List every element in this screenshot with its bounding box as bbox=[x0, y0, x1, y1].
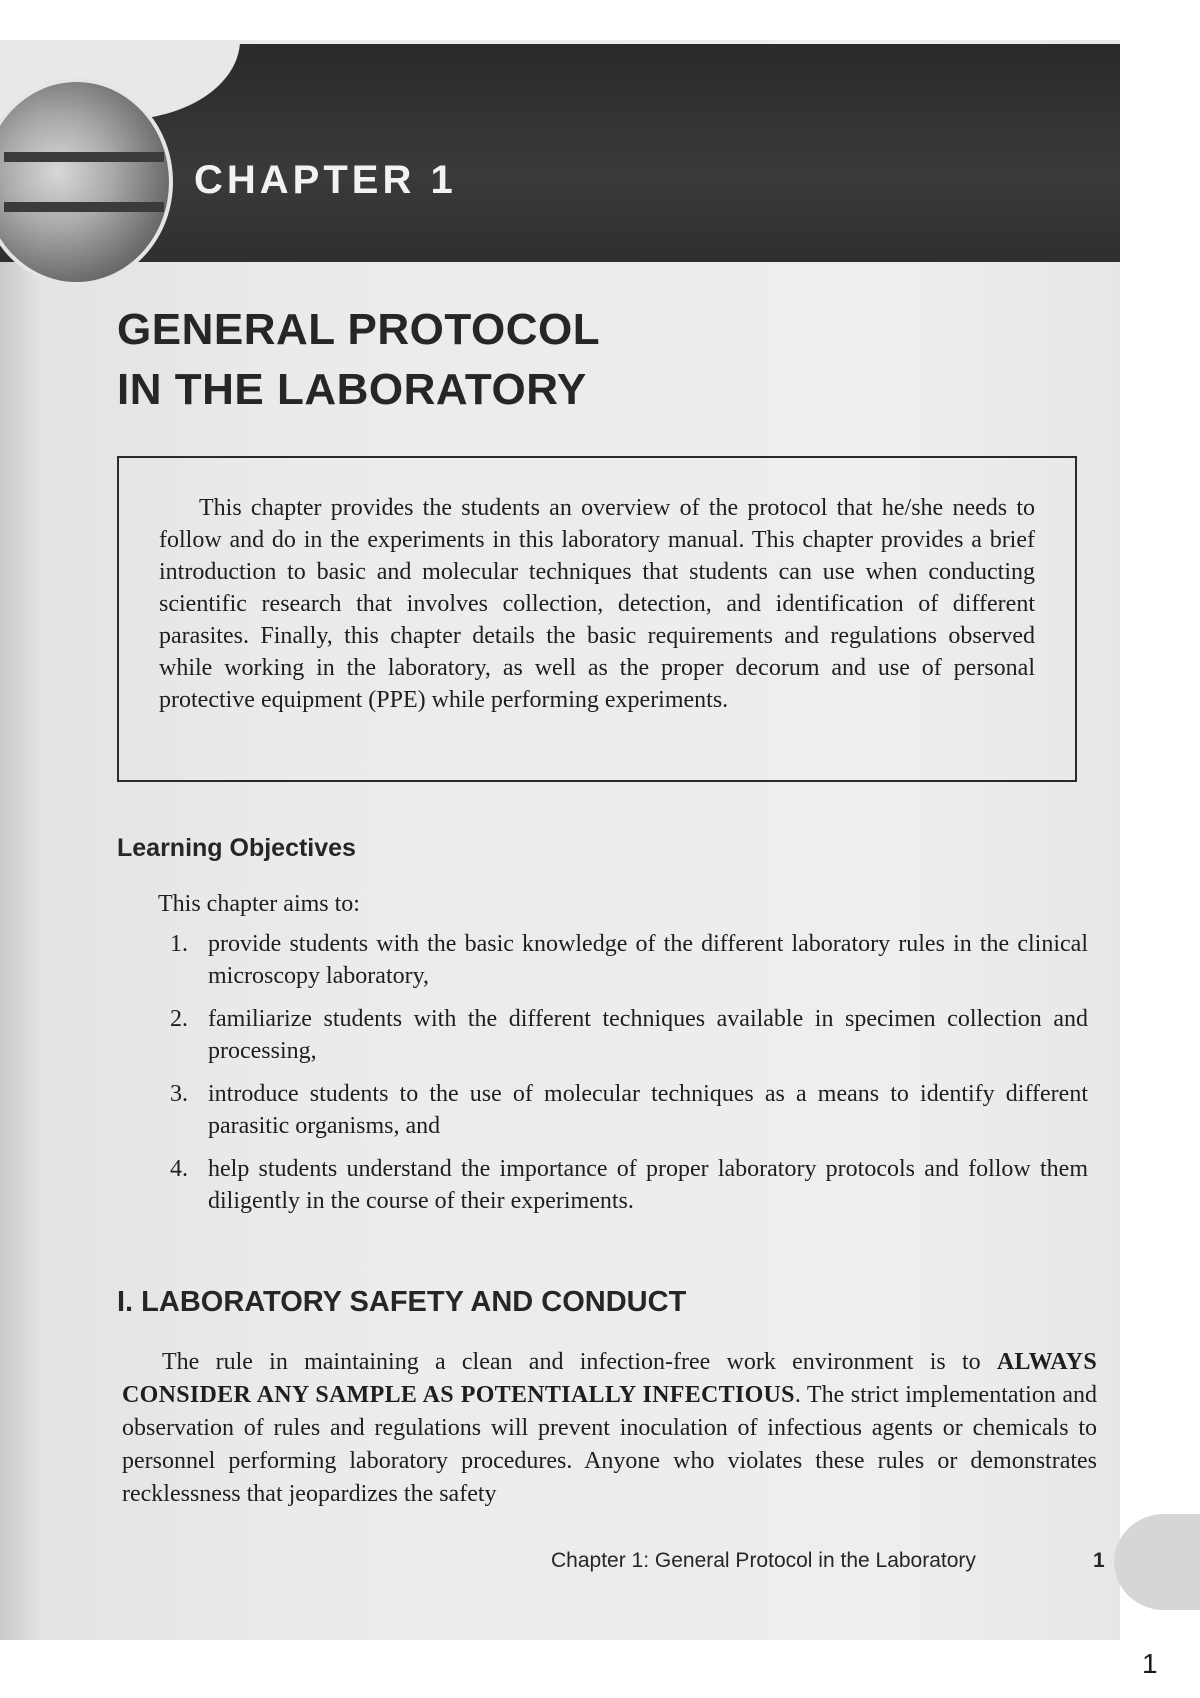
safety-rule-emphasis: ALWAYS CONSIDER ANY SAMPLE AS POTENTIALLY INFECTIOUS bbox=[122, 1349, 1097, 1408]
book-page-number: 1 bbox=[1093, 1549, 1105, 1572]
safety-section-heading: I. LABORATORY SAFETY AND CONDUCT bbox=[117, 1286, 687, 1318]
chapter-label: CHAPTER 1 bbox=[194, 158, 457, 202]
chapter-overview-box bbox=[117, 456, 1077, 782]
chapter-title bbox=[117, 300, 600, 420]
chapter-title-line-1: GENERAL PROTOCOL bbox=[117, 305, 601, 354]
objective-text: help students understand the importance of proper laboratory protocols and follow them diligently in the course of their experiments. bbox=[208, 1156, 1088, 1214]
objective-item bbox=[158, 928, 1088, 992]
chapter-title-line-2: IN THE LABORATORY bbox=[117, 365, 587, 414]
objective-item bbox=[158, 1078, 1088, 1142]
objective-text: introduce students to the use of molecular techniques as a means to identify different parasitic organisms, and bbox=[208, 1081, 1088, 1139]
objective-item bbox=[158, 1003, 1088, 1067]
learning-objectives-intro: This chapter aims to: bbox=[158, 891, 360, 917]
photo-shelf bbox=[4, 152, 164, 162]
footer-page-tab bbox=[1114, 1514, 1200, 1610]
learning-objectives-heading: Learning Objectives bbox=[117, 834, 356, 862]
running-footer-title: Chapter 1: General Protocol in the Laboratory bbox=[551, 1549, 976, 1572]
objective-item bbox=[158, 1153, 1088, 1217]
safety-section-text bbox=[122, 1346, 1097, 1511]
document-page-number: 1 bbox=[1142, 1648, 1158, 1679]
objective-number: 3. bbox=[170, 1081, 188, 1107]
objective-number: 4. bbox=[170, 1156, 188, 1182]
photo-shelf bbox=[4, 202, 164, 212]
learning-objectives-list bbox=[158, 928, 1088, 1228]
objective-text: familiarize students with the different techniques available in specimen collection and processing, bbox=[208, 1006, 1088, 1064]
objective-number: 2. bbox=[170, 1006, 188, 1032]
objective-number: 1. bbox=[170, 931, 188, 957]
chapter-overview-text: This chapter provides the students an overview of the protocol that he/she needs to follow and do in the experiments in this laboratory manual. This chapter provides a brief introduction to basic and molecular techniques that students can use when conducting scientific research that involves collection, detection, and identification of different parasites. Finally, this chapter details the basic requirements and regulations observed while working in the laboratory, as well as the proper decorum and use of personal protective equipment (PPE) while performing experiments. bbox=[159, 495, 1035, 713]
objective-text: provide students with the basic knowledge of the different laboratory rules in the clinical microscopy laboratory, bbox=[208, 931, 1088, 989]
safety-text-start: The rule in maintaining a clean and infection-free work environment is to bbox=[162, 1349, 997, 1375]
safety-text-end: . The strict implementation and observation of rules and regulations will prevent inoculation of infectious agents or chemicals to personnel performing laboratory procedures. Anyone who violates these rules or demonstrates recklessness that jeopardizes the safety bbox=[122, 1382, 1098, 1507]
